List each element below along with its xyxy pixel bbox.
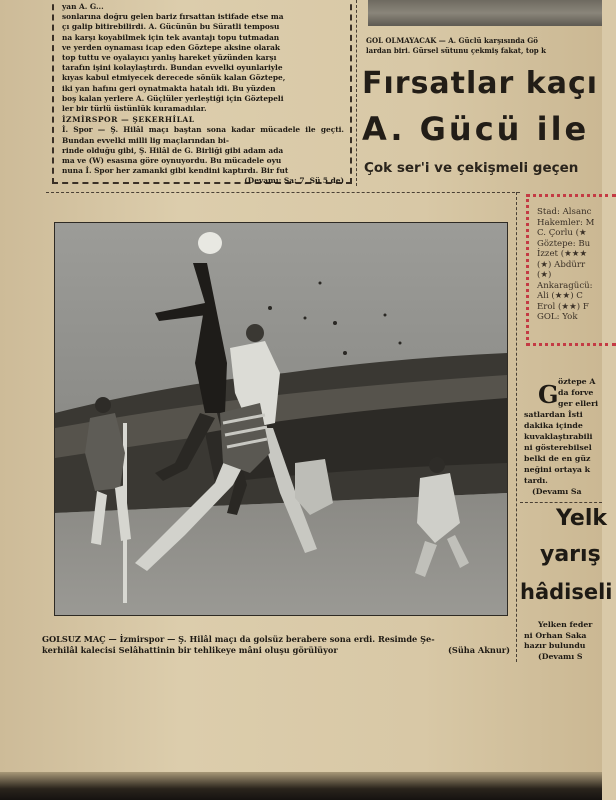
left-article-subhead: İZMİRSPOR — ŞEKERHİLAL <box>62 115 195 125</box>
left-article-line: boş kalan yerlere A. Güçlüler yerleştiği için Göztepeli <box>62 93 284 103</box>
photo-caption-line: GOLSUZ MAÇ — İzmirspor — Ş. Hilâl maçı da golsüz berabere sona erdi. Resimde Şe- <box>42 634 435 644</box>
left-article-line: çı galip bitirebilirdi. A. Gücünün bu Süratli temposu <box>62 22 280 32</box>
right-article-line: satlardan İsti <box>524 410 583 419</box>
score-box-line: (★) Abdürr <box>537 259 586 270</box>
left-article-box <box>52 0 352 184</box>
right-article-line: neğini ortaya k <box>524 465 591 474</box>
right-article-line: ni gösterebilsel <box>524 443 592 452</box>
right-article <box>524 376 602 497</box>
left-article-line: kıyas kabul etmiyecek derecede sönük kalan Göztepe, <box>62 73 286 83</box>
left-article-line: yan A. G... <box>62 2 104 11</box>
left-article-line: nuna İ. Spor her zamanki gibi kendini kaptırdı. Bir fut <box>62 166 289 176</box>
match-photo <box>54 222 508 616</box>
top-photo-fragment <box>368 0 602 26</box>
photo-caption-line: kerhilâl kalecisi Selâhattinin bir tehlikeye mâni oluşu görülüyor <box>42 645 338 655</box>
right-article-line: kuvaklaştırabili <box>524 432 593 441</box>
headline-subhead: Çok ser'i ve çekişmeli geçen <box>364 160 579 176</box>
left-article-line: tarafın işini kolaylaştırdı. Bundan evvelki oyunlariyle <box>62 63 283 73</box>
separator-line <box>46 192 520 193</box>
score-box-line: Ali (★★) C <box>537 291 583 301</box>
score-box-line: C. Çorlu (★ <box>537 228 587 238</box>
left-article-line: ler bir türlü üstünlük kuramadılar. <box>62 104 207 114</box>
left-article-line: na karşı koyabilmek için tek avantajı topu tutmadan <box>62 32 280 42</box>
yelken-headline-line-3: hâdiseli <box>520 580 613 604</box>
left-article-line: rinde olduğu gibi, Ş. Hilâl de G. Birliği gibi adam ada <box>62 145 284 155</box>
match-photo-image <box>55 223 507 615</box>
right-article-line: ger elleri <box>558 399 599 408</box>
score-box-line: Ankaragücü: <box>537 280 593 291</box>
separator-line <box>516 192 517 662</box>
yelken-headline-line-1: Yelk <box>556 506 608 531</box>
top-caption-line: GOL OLMAYACAK — A. Güclü karşısında Gö <box>366 36 538 45</box>
right-article-line: dakika içinde <box>524 421 583 430</box>
right-article-line: belki de en güz <box>524 454 591 463</box>
left-article-continued: (Devamı: Sa: 7, Sü 5 de) <box>244 176 344 186</box>
score-box-line: GOL: Yok <box>537 312 578 322</box>
headline-line-1: Fırsatlar kaçı <box>362 66 599 101</box>
top-photo-caption <box>366 36 602 56</box>
score-box-line: Erol (★★) F <box>537 301 589 312</box>
left-article-line: ma ve (W) esasına göre oynuyordu. Bu mücadele oyu <box>62 156 282 166</box>
match-score-box <box>526 194 616 346</box>
yelken-article-line: ni Orhan Saka <box>524 630 587 640</box>
score-box-line: Hakemler: M <box>537 217 595 228</box>
headline-line-2: A. Gücü ile <box>362 110 590 148</box>
left-article-line: iki yan hafını geri oynatmakta hatalı idi. Bu yüzden <box>62 83 276 93</box>
left-article-line: sonlarına doğru gelen bariz fırsattan istifade etse ma <box>62 12 284 22</box>
left-article-line: İ. Spor — Ş. Hilâl maçı baştan sona kadar mücadele ile geçti. Bundan evvelki milli lig maçlarından bi- <box>62 125 344 145</box>
separator-line <box>356 0 357 186</box>
page-bottom-shadow <box>0 772 602 800</box>
photo-caption <box>42 634 512 656</box>
top-caption-line: lardan biri. Gürsel sütunu çekmiş fakat, top k <box>366 46 546 55</box>
separator-line <box>520 502 602 503</box>
yelken-article-continued: (Devamı S <box>538 651 583 661</box>
score-box-line: Göztepe: Bu <box>537 238 591 249</box>
yelken-article <box>524 620 602 662</box>
right-article-line: tardı. <box>524 476 548 485</box>
left-article-line: top tuttu ve oyalayıcı yanlış hareket yüzünden karşı <box>62 53 277 63</box>
score-box-line: Stad: Alsanc <box>537 207 592 217</box>
yelken-article-line: Yelken feder <box>538 620 593 629</box>
right-article-line: da forve <box>558 388 594 397</box>
right-article-line: öztepe A <box>558 377 596 386</box>
score-box-line: İzzet (★★★ <box>537 249 588 259</box>
score-box-line: (★) <box>537 270 552 280</box>
left-article-line: ve yerden oynaması icap eden Göztepe aksine olarak <box>62 42 281 52</box>
yelken-headline-line-2: yarış <box>540 542 601 567</box>
right-article-dropcap: G <box>538 380 559 409</box>
right-article-continued: (Devamı Sa <box>532 487 582 496</box>
yelken-article-line: hazır bulundu <box>524 641 586 650</box>
photo-credit: (Süha Aknur) <box>448 645 510 655</box>
